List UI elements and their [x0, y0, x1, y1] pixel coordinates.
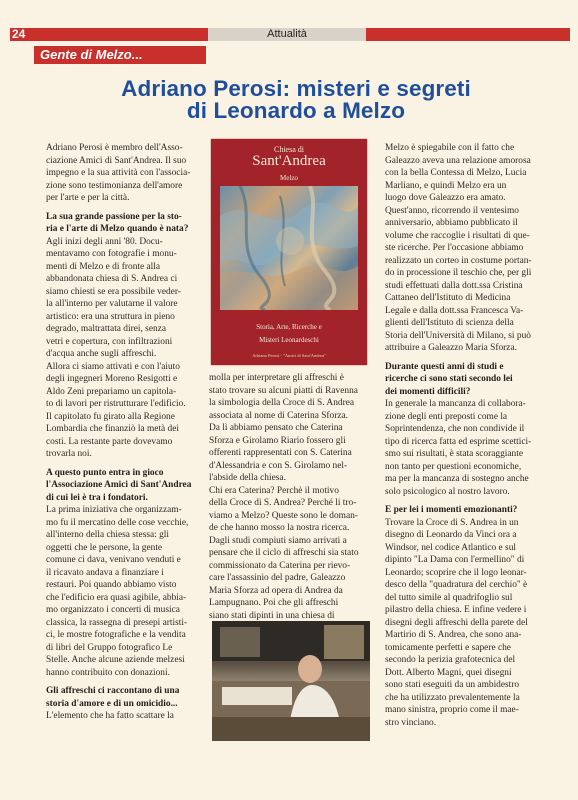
text-line: Windsor, nel codice Atlantico e sul — [385, 542, 516, 553]
header-bar-left — [34, 28, 208, 41]
text-line: mo fu il mercatino delle cose vecchie, — [46, 517, 189, 528]
text-line: stato trovare su alcuni piatti di Ravenna — [209, 385, 358, 396]
text-line: hanno contribuito con donazioni. — [46, 667, 170, 678]
text-line: Maria Sforza ad opera di Andrea da — [209, 585, 343, 596]
text-line: viamo a Melzo? Queste sono le doman- — [209, 510, 358, 521]
text-line: solo psicologico al nostro lavoro. — [385, 486, 510, 497]
text-line: classica, la rassegna di presepi artisti- — [46, 617, 188, 628]
text-line: storia d'amore e di un omicidio... — [46, 698, 178, 709]
text-line: oggetti che le persone, la gente — [46, 542, 163, 553]
text-line: care l'assassinio del padre, Galeazzo — [209, 573, 346, 583]
text-line: Martirio di S. Andrea, che sono ana- — [385, 630, 522, 640]
text-line: il ricavato andava a finanziare i — [46, 567, 164, 578]
text-line: che l'edificio era quasi agibile, abbia- — [46, 592, 187, 603]
text-line: zione degli enti preposti come la — [385, 411, 508, 422]
text-line: Sforza e Girolamo Riario fossero gli — [209, 435, 346, 446]
text-line: Allora ci siamo attivati e con l'aiuto — [46, 361, 180, 372]
text-line: per l'arte e per la città. — [46, 193, 130, 203]
text-line: Il capitolato fu girato alla Regione — [46, 411, 175, 422]
text-line: Agli inizi degli anni '80. Docu- — [46, 236, 163, 247]
text-line: zione sono testimonianza dell'amore — [46, 180, 183, 191]
text-line: Quest'anno, ricorrendo il ventesimo — [385, 205, 519, 216]
text-line: con la bella Contessa di Melzo, Lucia — [385, 168, 527, 178]
text-line: pensare che il ciclo di affreschi sia stato — [209, 548, 359, 558]
question-3 — [46, 685, 194, 710]
text-line: Legale e dalla dott.ssa Francesca Va- — [385, 305, 524, 316]
article-headline — [40, 78, 552, 122]
text-line: Marliano, e quindi Melzo era un — [385, 180, 507, 191]
text-line: Da lì abbiamo pensato che Caterina — [209, 423, 343, 433]
text-line: offerenti rappresentati con S. Caterina — [209, 448, 352, 458]
text-line: d'Alessandria e con S. Girolamo nel- — [209, 460, 348, 471]
text-line: che ha utilizzato prevalentemente la — [385, 692, 520, 703]
text-line: disegni degli affreschi della parete del — [385, 617, 528, 628]
text-line: l'Associazione Amici di Sant'Andrea — [46, 480, 192, 490]
text-line: luogo dove Galeazzo era amato. — [385, 193, 506, 203]
headline-line-1: Adriano Perosi: misteri e segreti — [121, 76, 471, 101]
text-line: costi. La restante parte dovevamo — [46, 436, 173, 447]
text-line: mentavamo con fotografie i monu- — [46, 249, 177, 259]
column-1 — [46, 142, 194, 723]
text-line: E per lei i momenti emozionanti? — [385, 505, 518, 515]
text-line: non tanto per questioni economiche, — [385, 461, 522, 472]
text-line: ricerche ci sono stati secondo lei — [385, 374, 513, 384]
text-line: secondo la perizia grafotecnica del — [385, 655, 516, 665]
text-line: Lombardia che finanziò la metà dei — [46, 424, 180, 434]
text-line: commissionato da Caterina per rievo- — [209, 560, 351, 571]
text-line: do in processione il teschio che, per gli — [385, 268, 532, 278]
text-line: della Croce di S. Andrea? Perché li tro- — [209, 498, 357, 508]
answer-5 — [385, 517, 537, 730]
column-2 — [209, 372, 369, 622]
text-line: ma per la mancanza di sostegno anche — [385, 474, 529, 484]
page-number: 24 — [12, 27, 26, 41]
book-footer: Adriano Perosi - "Amici di Sant'Andrea" — [252, 353, 326, 358]
text-line: associata al nome di Caterina Sforza. — [209, 410, 349, 421]
text-line: studi effettuati dalla dott.ssa Cristina — [385, 280, 523, 291]
text-line: ci, le mostre fotografiche e la vendita — [46, 630, 186, 640]
book-cover-image — [211, 139, 367, 365]
question-5 — [385, 504, 537, 517]
answer-2 — [46, 504, 194, 679]
header-bar-right — [366, 28, 570, 41]
book-caption-line-2: Misteri Leonardeschi — [259, 336, 319, 344]
text-line: In generale la mancanza di collabora- — [385, 399, 526, 409]
text-line: A questo punto entra in gioco — [46, 467, 164, 478]
text-line: Soprintendenza, che non condivide il — [385, 424, 525, 434]
text-line: La sua grande passione per la sto- — [46, 211, 182, 222]
text-line: ste ricerche. Per l'occasione abbiamo — [385, 243, 524, 253]
text-line: mano sinistra, proprio come il mae- — [385, 705, 519, 715]
column-3 — [385, 142, 537, 729]
text-line: Galeazzo aveva una relazione amorosa — [385, 155, 531, 166]
text-line: l'abside della chiesa. — [209, 473, 286, 483]
text-line: Trovare la Croce di S. Andrea in un — [385, 517, 519, 528]
answer-4 — [385, 398, 537, 498]
answer-3-end — [385, 142, 537, 355]
text-line: tomicamente perfetti e sapere che — [385, 642, 511, 653]
text-line: vetri e copertura, con infiltrazioni — [46, 336, 173, 347]
text-line: to di lavori per ristrutturare l'edificio. — [46, 399, 186, 409]
text-line: la all'interno per valutarne il valore — [46, 299, 178, 309]
text-line: menti di Melzo e di fronte alla — [46, 261, 161, 272]
text-line: degrado, maltrattata direi, senza — [46, 324, 166, 334]
text-line: artistico: era una struttura in pieno — [46, 311, 175, 322]
text-line: ria e l'arte di Melzo quando è nata? — [46, 224, 189, 234]
question-2 — [46, 467, 194, 505]
text-line: volume che raccoglie i risultati di que- — [385, 230, 530, 241]
text-line: restauri. Poi quando abbiamo visto — [46, 580, 177, 590]
text-line: Storia dell'Università di Milano, si può — [385, 330, 531, 341]
text-line: trovarla noi. — [46, 449, 92, 459]
text-line: realizzato un corteo in costume portan- — [385, 255, 532, 266]
question-1 — [46, 211, 194, 236]
text-line: Dott. Alberto Magni, quei disegni — [385, 667, 512, 678]
text-line: all'interno della chiesa stessa: gli — [46, 530, 170, 540]
text-line: pilastro della chiesa. E infine vedere i — [385, 605, 527, 615]
text-line: siamo chiesti se era possibile veder- — [46, 286, 181, 297]
text-line: Aldo Zeni prepariamo un capitola- — [46, 386, 177, 397]
text-line: mo organizzato i concerti di musica — [46, 605, 180, 615]
text-line: d'acqua anche sugli affreschi. — [46, 349, 157, 359]
text-line: Chi era Caterina? Perchè il motivo — [209, 485, 339, 496]
intro-paragraph — [46, 142, 194, 205]
text-line: siano stati dipinti in una chiesa di — [209, 610, 335, 621]
text-line: tipo di ricerca fatta ed esprime scettici- — [385, 436, 532, 447]
text-line: La prima iniziativa che organizzam- — [46, 505, 182, 515]
text-line: stro vinciano. — [385, 717, 437, 728]
text-line: Melzo è spiegabile con il fatto che — [385, 143, 515, 153]
text-line: disegno di Leonardo da Vinci ora a — [385, 530, 517, 540]
portrait-photo — [212, 621, 370, 741]
text-line: Cattaneo dell'Istituto di Medicina — [385, 293, 511, 303]
text-line: del tutto simile al quadrifoglio sul — [385, 592, 513, 603]
headline-line-2: di Leonardo a Melzo — [186, 98, 406, 123]
text-line: glienti dell'Istituto di scienza della — [385, 318, 514, 328]
text-line: impegno e la sua attività con l'associa- — [46, 168, 191, 178]
answer-3-start — [46, 710, 194, 723]
text-line: dipinto "La Dama con l'ermellino" di — [385, 555, 525, 565]
text-line: la simbologia della Croce di S. Andrea — [209, 398, 355, 408]
text-line: anniversario, abbiamo pubblicato il — [385, 218, 518, 228]
text-line: di libri del Gruppo fotografico Le — [46, 642, 173, 653]
text-line: ciazione Amici di Sant'Andrea. Il suo — [46, 155, 187, 166]
text-line: Dagli studi compiuti siamo arrivati a — [209, 535, 347, 546]
text-line: smo sui risultati, è stata scoraggiante — [385, 449, 523, 459]
text-line: sono stati eseguiti da un ambidestro — [385, 680, 520, 690]
text-line: Gli affreschi ci raccontano di una — [46, 686, 180, 696]
text-line: de che hanno mosso la nostra ricerca. — [209, 523, 350, 533]
answer-1 — [46, 236, 194, 461]
text-line: Leonardo; scoprire che il logo leonar- — [385, 567, 527, 578]
text-line: abbandonata chiesa di S. Andrea ci — [46, 274, 178, 284]
question-4 — [385, 361, 537, 399]
text-line: di cui lei è tra i fondatori. — [46, 492, 148, 503]
text-line: L'elemento che ha fatto scattare la — [46, 711, 174, 721]
kicker-label: Gente di Melzo... — [34, 46, 206, 64]
book-top-line: Chiesa di — [274, 145, 304, 154]
book-place: Melzo — [280, 174, 298, 182]
text-line: Lampugnano. Poi che gli affreschi — [209, 598, 339, 608]
answer-3-middle — [209, 372, 369, 622]
text-line: molla per interpretare gli affreschi è — [209, 373, 344, 383]
book-caption-line-1: Storia, Arte, Ricerche e — [256, 323, 322, 331]
text-line: desco della "quadratura del cerchio" è — [385, 580, 528, 590]
text-line: dei momenti difficili? — [385, 386, 471, 397]
text-line: attribuire a Galeazzo Maria Sforza. — [385, 343, 517, 353]
text-line: Stelle. Anche alcune aziende melzesi — [46, 655, 185, 665]
section-label: Attualità — [267, 28, 307, 40]
text-line: Durante questi anni di studi e — [385, 361, 504, 372]
text-line: Adriano Perosi è membro dell'Asso- — [46, 143, 183, 153]
text-line: degli ingegneri Moreno Resigotti e — [46, 374, 178, 384]
text-line: comune ci dava, venivano venduti e — [46, 555, 181, 565]
book-title: Sant'Andrea — [252, 153, 326, 169]
book-fresco-art — [220, 186, 358, 310]
